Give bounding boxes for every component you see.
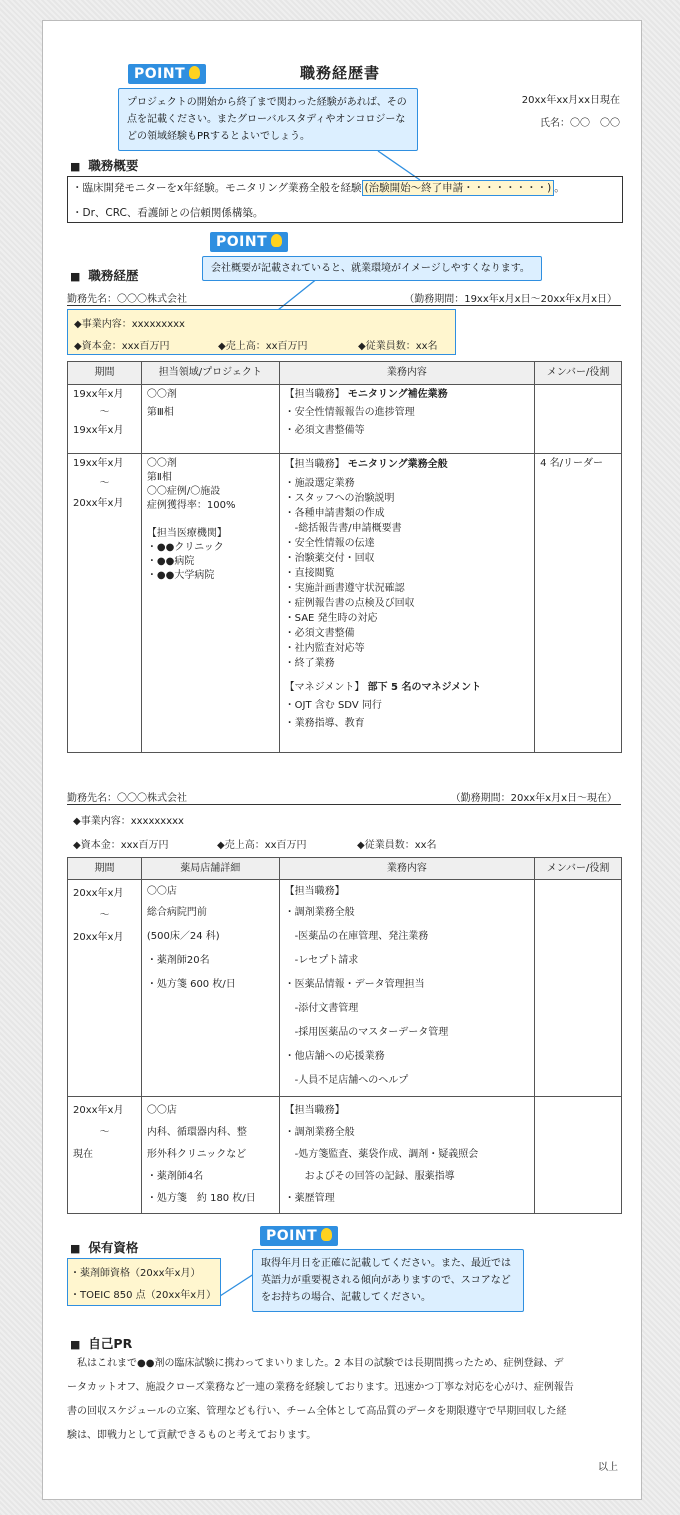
tasks-cell: 【担当職務】 モニタリング業務全般 ・施設選定業務 ・スタッフへの治験説明 ・各種申請書類の作成 -総括報告書/申請概要書 ・安全性情報の伝達 ・治験薬交付・回収 ・直接閲覧 ・実施計画書遵守状況確認 ・症例報告書の点検及び回収 ・SAE 発生時の対応 ・必須文書整備 ・社内監査対応等 ・終了業務 【マネジメント】 部下 5 名のマネジメント ・OJT 含む SDV 同行 ・業務指導、教育 bbox=[279, 454, 534, 753]
date-text: 20xx年xx月xx日現在 bbox=[521, 95, 620, 106]
table-row bbox=[68, 454, 622, 753]
tasks-cell: 【担当職務】 ・調剤業務全般 -処方箋監査、薬袋作成、調剤・疑義照会 およびその回答の記録、服薬指導 ・薬歴管理 bbox=[279, 1097, 534, 1214]
page-title: 職務経歴書 bbox=[299, 64, 380, 82]
table-header-row bbox=[68, 858, 622, 880]
company2-name: 勤務先名：〇〇〇株式会社 bbox=[67, 793, 187, 804]
tasks-cell: 【担当職務】 モニタリング補佐業務 ・安全性情報報告の進捗管理 ・必須文書整備等 bbox=[279, 385, 534, 454]
company2-capital: ◆資本金：xxx百万円 bbox=[73, 840, 169, 851]
pr-line: 書の回収スケジュールの立案、管理なども行い、チーム全体として高品質のデータを期限遵守で早期回収した経 bbox=[67, 1406, 567, 1417]
member-cell bbox=[535, 385, 622, 454]
company2-employees: ◆従業員数：xx名 bbox=[357, 840, 437, 851]
col-member: メンバー/役割 bbox=[535, 362, 622, 385]
company1-name: 勤務先名：〇〇〇株式会社 bbox=[67, 294, 187, 305]
pr-line: ータカットオフ、施設クローズ業務など一連の業務を経験しております。迅速かつ丁寧な対応を心がけ、症例報告 bbox=[67, 1382, 574, 1393]
col-period: 期間 bbox=[68, 858, 142, 880]
history-heading: ■ 職務経歴 bbox=[70, 266, 138, 284]
period-cell: 19xx年x月 ～ 20xx年x月 bbox=[68, 454, 142, 753]
qualifications-box bbox=[67, 1258, 221, 1306]
col-period: 期間 bbox=[68, 362, 142, 385]
point-tag-2: POINT bbox=[210, 232, 288, 252]
summary-box bbox=[67, 176, 623, 223]
qualification-item: ・TOEIC 850 点（20xx年x月） bbox=[70, 1290, 217, 1301]
company1-table bbox=[67, 361, 622, 753]
company1-capital: ◆資本金：xxx百万円 bbox=[74, 341, 170, 352]
company1-overview bbox=[67, 309, 456, 355]
name-text: 氏名：〇〇 〇〇 bbox=[540, 118, 620, 129]
company2-business: ◆事業内容：xxxxxxxxx bbox=[73, 816, 184, 827]
company2-sales: ◆売上高：xx百万円 bbox=[217, 840, 307, 851]
company1-sales: ◆売上高：xx百万円 bbox=[218, 341, 308, 352]
period-cell: 20xx年x月 ～ 現在 bbox=[68, 1097, 142, 1214]
col-store: 薬局店舗詳細 bbox=[141, 858, 279, 880]
company1-header bbox=[67, 290, 621, 306]
table-row bbox=[68, 880, 622, 1097]
point-tag-3: POINT bbox=[260, 1226, 338, 1246]
col-tasks: 業務内容 bbox=[279, 858, 534, 880]
qualification-item: ・薬剤師資格（20xx年x月） bbox=[70, 1268, 201, 1279]
closing-text: 以上 bbox=[598, 1462, 618, 1473]
lightbulb-icon bbox=[321, 1228, 332, 1241]
member-cell: 4 名/リーダー bbox=[535, 454, 622, 753]
col-project: 担当領域/プロジェクト bbox=[141, 362, 279, 385]
summary-heading: ■ 職務概要 bbox=[70, 156, 138, 174]
summary-line-2: ・Dr、CRC、看護師との信頼関係構築。 bbox=[72, 207, 264, 219]
project-cell: 〇〇剤 第Ⅱ相 〇〇症例/〇施設 症例獲得率：100% 【担当医療機関】 ・●●クリニック ・●●病院 ・●●大学病院 bbox=[141, 454, 279, 753]
store-cell: 〇〇店 内科、循環器内科、整 形外科クリニックなど ・薬剤師4名 ・処方箋 約 180 枚/日 bbox=[141, 1097, 279, 1214]
member-cell bbox=[535, 880, 622, 1097]
point-box-3: 取得年月日を正確に記載してください。また、最近では英語力が重要視される傾向がありますので、スコアなどをお持ちの場合、記載してください。 bbox=[252, 1249, 524, 1312]
store-cell: 〇〇店 総合病院門前 (500床／24 科) ・薬剤師20名 ・処方箋 600 枚/日 bbox=[141, 880, 279, 1097]
period-cell: 20xx年x月 ～ 20xx年x月 bbox=[68, 880, 142, 1097]
company1-period: （勤務期間：19xx年x月x日～20xx年x月x日） bbox=[404, 294, 617, 305]
pr-line: 験は、即戦力として貢献できるものと考えております。 bbox=[67, 1430, 317, 1441]
pr-heading: ■ 自己PR bbox=[70, 1334, 132, 1352]
pr-body bbox=[67, 1352, 627, 1448]
company1-business: ◆事業内容：xxxxxxxxx bbox=[74, 319, 185, 330]
tasks-cell: 【担当職務】 ・調剤業務全般 -医薬品の在庫管理、発注業務 -レセプト請求 ・医薬品情報・データ管理担当 -添付文書管理 -採用医薬品のマスターデータ管理 ・他店舗への応援業務 -人員不足店舗へのヘルプ bbox=[279, 880, 534, 1097]
project-cell: 〇〇剤 第Ⅲ相 bbox=[141, 385, 279, 454]
company2-period: （勤務期間：20xx年x月x日～現在） bbox=[450, 793, 617, 804]
period-cell: 19xx年x月 ～ 19xx年x月 bbox=[68, 385, 142, 454]
col-tasks: 業務内容 bbox=[279, 362, 534, 385]
company2-table bbox=[67, 857, 622, 1214]
table-row bbox=[68, 1097, 622, 1214]
qualifications-heading: ■ 保有資格 bbox=[70, 1238, 138, 1256]
company1-employees: ◆従業員数：xx名 bbox=[358, 341, 438, 352]
point-tag-1: POINT bbox=[128, 64, 206, 84]
point-box-2: 会社概要が記載されていると、就業環境がイメージしやすくなります。 bbox=[202, 256, 542, 281]
summary-line-1: ・臨床開発モニターをx年経験。モニタリング業務全般を経験 (治験開始～終了申請・・・・・・・・) 。 bbox=[72, 182, 565, 194]
lightbulb-icon bbox=[271, 234, 282, 247]
point-box-1: プロジェクトの開始から終了まで関わった経験があれば、その点を記載ください。またグローバルスタディやオンコロジーなどの領域経験もPRするとよいでしょう。 bbox=[118, 88, 418, 151]
table-row bbox=[68, 385, 622, 454]
pr-line: 私はこれまで●●剤の臨床試験に携わってまいりました。2 本目の試験では長期間携ったため、症例登録、デ bbox=[67, 1358, 564, 1369]
company2-header bbox=[67, 789, 621, 805]
member-cell bbox=[535, 1097, 622, 1214]
table-header-row bbox=[68, 362, 622, 385]
summary-highlight: (治験開始～終了申請・・・・・・・・) bbox=[362, 180, 555, 196]
col-member: メンバー/役割 bbox=[535, 858, 622, 880]
